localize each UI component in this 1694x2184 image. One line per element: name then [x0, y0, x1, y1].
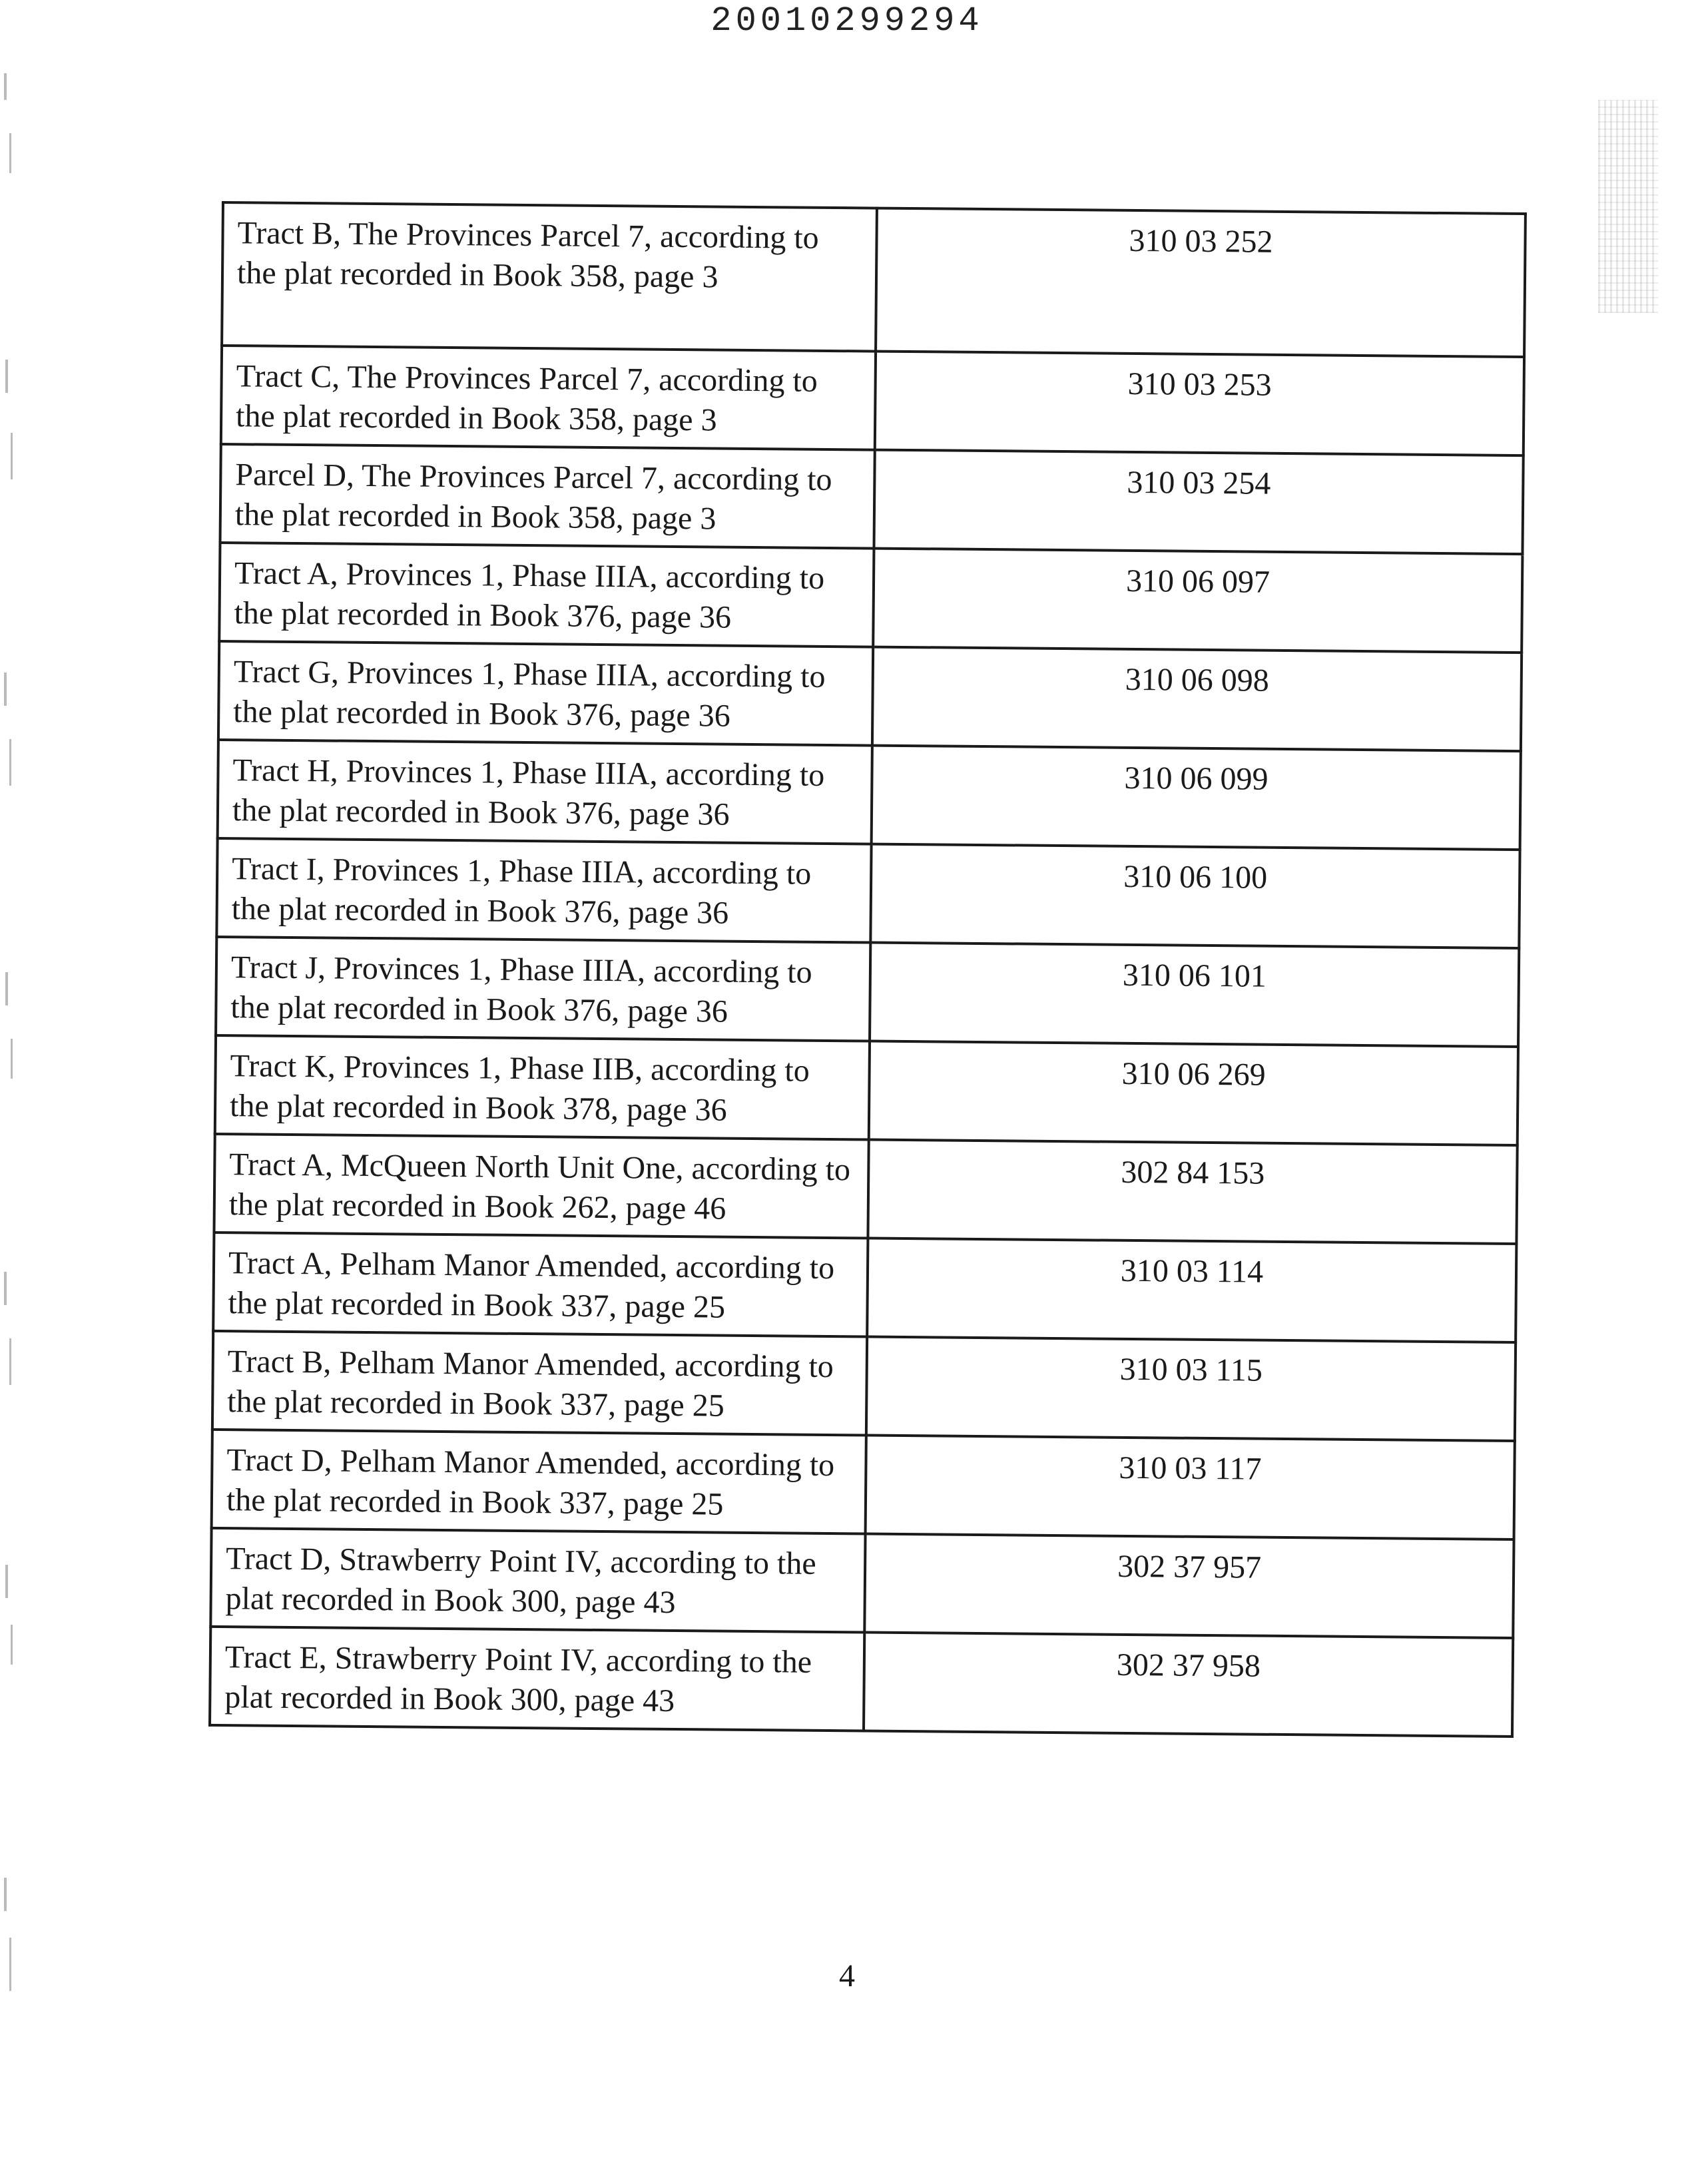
table-row [222, 202, 1526, 357]
table-row [220, 444, 1524, 554]
parcel-description: Tract H, Provinces 1, Phase IIIA, according to the plat recorded in Book 376, page 36 [218, 740, 872, 844]
scan-speck [11, 1039, 13, 1079]
parcel-description: Tract A, McQueen North Unit One, according to the plat recorded in Book 262, page 46 [214, 1134, 868, 1238]
table-row [210, 1627, 1513, 1737]
parcel-description: Parcel D, The Provinces Parcel 7, according to the plat recorded in Book 358, page 3 [220, 444, 875, 549]
parcel-number: 310 03 115 [866, 1337, 1516, 1441]
scan-speck [4, 1878, 7, 1911]
parcel-number: 310 03 253 [875, 352, 1524, 455]
scan-speck [5, 360, 8, 393]
parcel-number: 302 37 958 [864, 1633, 1513, 1737]
parcel-description: Tract G, Provinces 1, Phase IIIA, according to the plat recorded in Book 376, page 36 [218, 641, 873, 746]
parcel-description: Tract K, Provinces 1, Phase IIB, according to the plat recorded in Book 378, page 36 [215, 1035, 870, 1140]
scan-speck [5, 972, 8, 1005]
parcel-number: 302 84 153 [868, 1140, 1517, 1244]
parcel-description: Tract D, Strawberry Point IV, according to the plat recorded in Book 300, page 43 [210, 1528, 865, 1633]
scan-speck [4, 73, 7, 100]
parcel-table [208, 201, 1527, 1738]
parcel-description: Tract I, Provinces 1, Phase IIIA, according to the plat recorded in Book 376, page 36 [216, 838, 871, 943]
scan-speck [9, 739, 11, 786]
scan-speck [11, 433, 13, 479]
scan-speck [11, 1625, 13, 1665]
parcel-number: 302 37 957 [864, 1534, 1514, 1638]
table-row [215, 1035, 1518, 1145]
scan-speck [9, 1338, 11, 1385]
parcel-description: Tract C, The Provinces Parcel 7, according to the plat recorded in Book 358, page 3 [221, 346, 876, 450]
parcel-number: 310 03 117 [866, 1436, 1515, 1539]
parcel-table-body [210, 202, 1526, 1737]
table-row [210, 1528, 1514, 1638]
parcel-description: Tract A, Provinces 1, Phase IIIA, according to the plat recorded in Book 376, page 36 [219, 543, 874, 647]
parcel-number: 310 03 114 [867, 1238, 1516, 1342]
table-row [216, 937, 1519, 1047]
page-number: 4 [839, 1958, 855, 1994]
parcel-description: Tract A, Pelham Manor Amended, according to the plat recorded in Book 337, page 25 [213, 1232, 868, 1337]
parcel-description: Tract B, The Provinces Parcel 7, according to the plat recorded in Book 358, page 3 [222, 202, 877, 352]
parcel-number: 310 06 099 [872, 746, 1521, 850]
parcel-number: 310 03 252 [876, 208, 1526, 357]
scan-speck [9, 1938, 11, 1991]
parcel-description: Tract E, Strawberry Point IV, according to the plat recorded in Book 300, page 43 [210, 1627, 864, 1731]
scan-speck [5, 1565, 8, 1598]
document-number: 20010299294 [710, 1, 984, 41]
parcel-number: 310 06 100 [870, 844, 1520, 948]
table-row [216, 838, 1520, 948]
scan-speck [9, 133, 11, 173]
table-row [218, 740, 1521, 850]
table-row [221, 346, 1524, 455]
table-row [219, 543, 1522, 653]
table-row [212, 1430, 1515, 1539]
parcel-description: Tract J, Provinces 1, Phase IIIA, according to the plat recorded in Book 376, page 36 [216, 937, 870, 1041]
scan-speck [4, 1272, 7, 1305]
parcel-number: 310 06 097 [873, 549, 1522, 653]
table-row [214, 1134, 1517, 1244]
scan-speck [4, 673, 7, 706]
scan-edge-noise [1598, 100, 1658, 313]
parcel-number: 310 06 101 [870, 943, 1519, 1047]
parcel-description: Tract B, Pelham Manor Amended, according to the plat recorded in Book 337, page 25 [212, 1331, 867, 1436]
parcel-number: 310 06 269 [869, 1041, 1518, 1145]
parcel-number: 310 03 254 [874, 450, 1523, 554]
table-row [212, 1331, 1516, 1441]
parcel-description: Tract D, Pelham Manor Amended, according to the plat recorded in Book 337, page 25 [212, 1430, 866, 1534]
table-row [218, 641, 1522, 751]
parcel-number: 310 06 098 [872, 647, 1522, 751]
table-row [213, 1232, 1516, 1342]
